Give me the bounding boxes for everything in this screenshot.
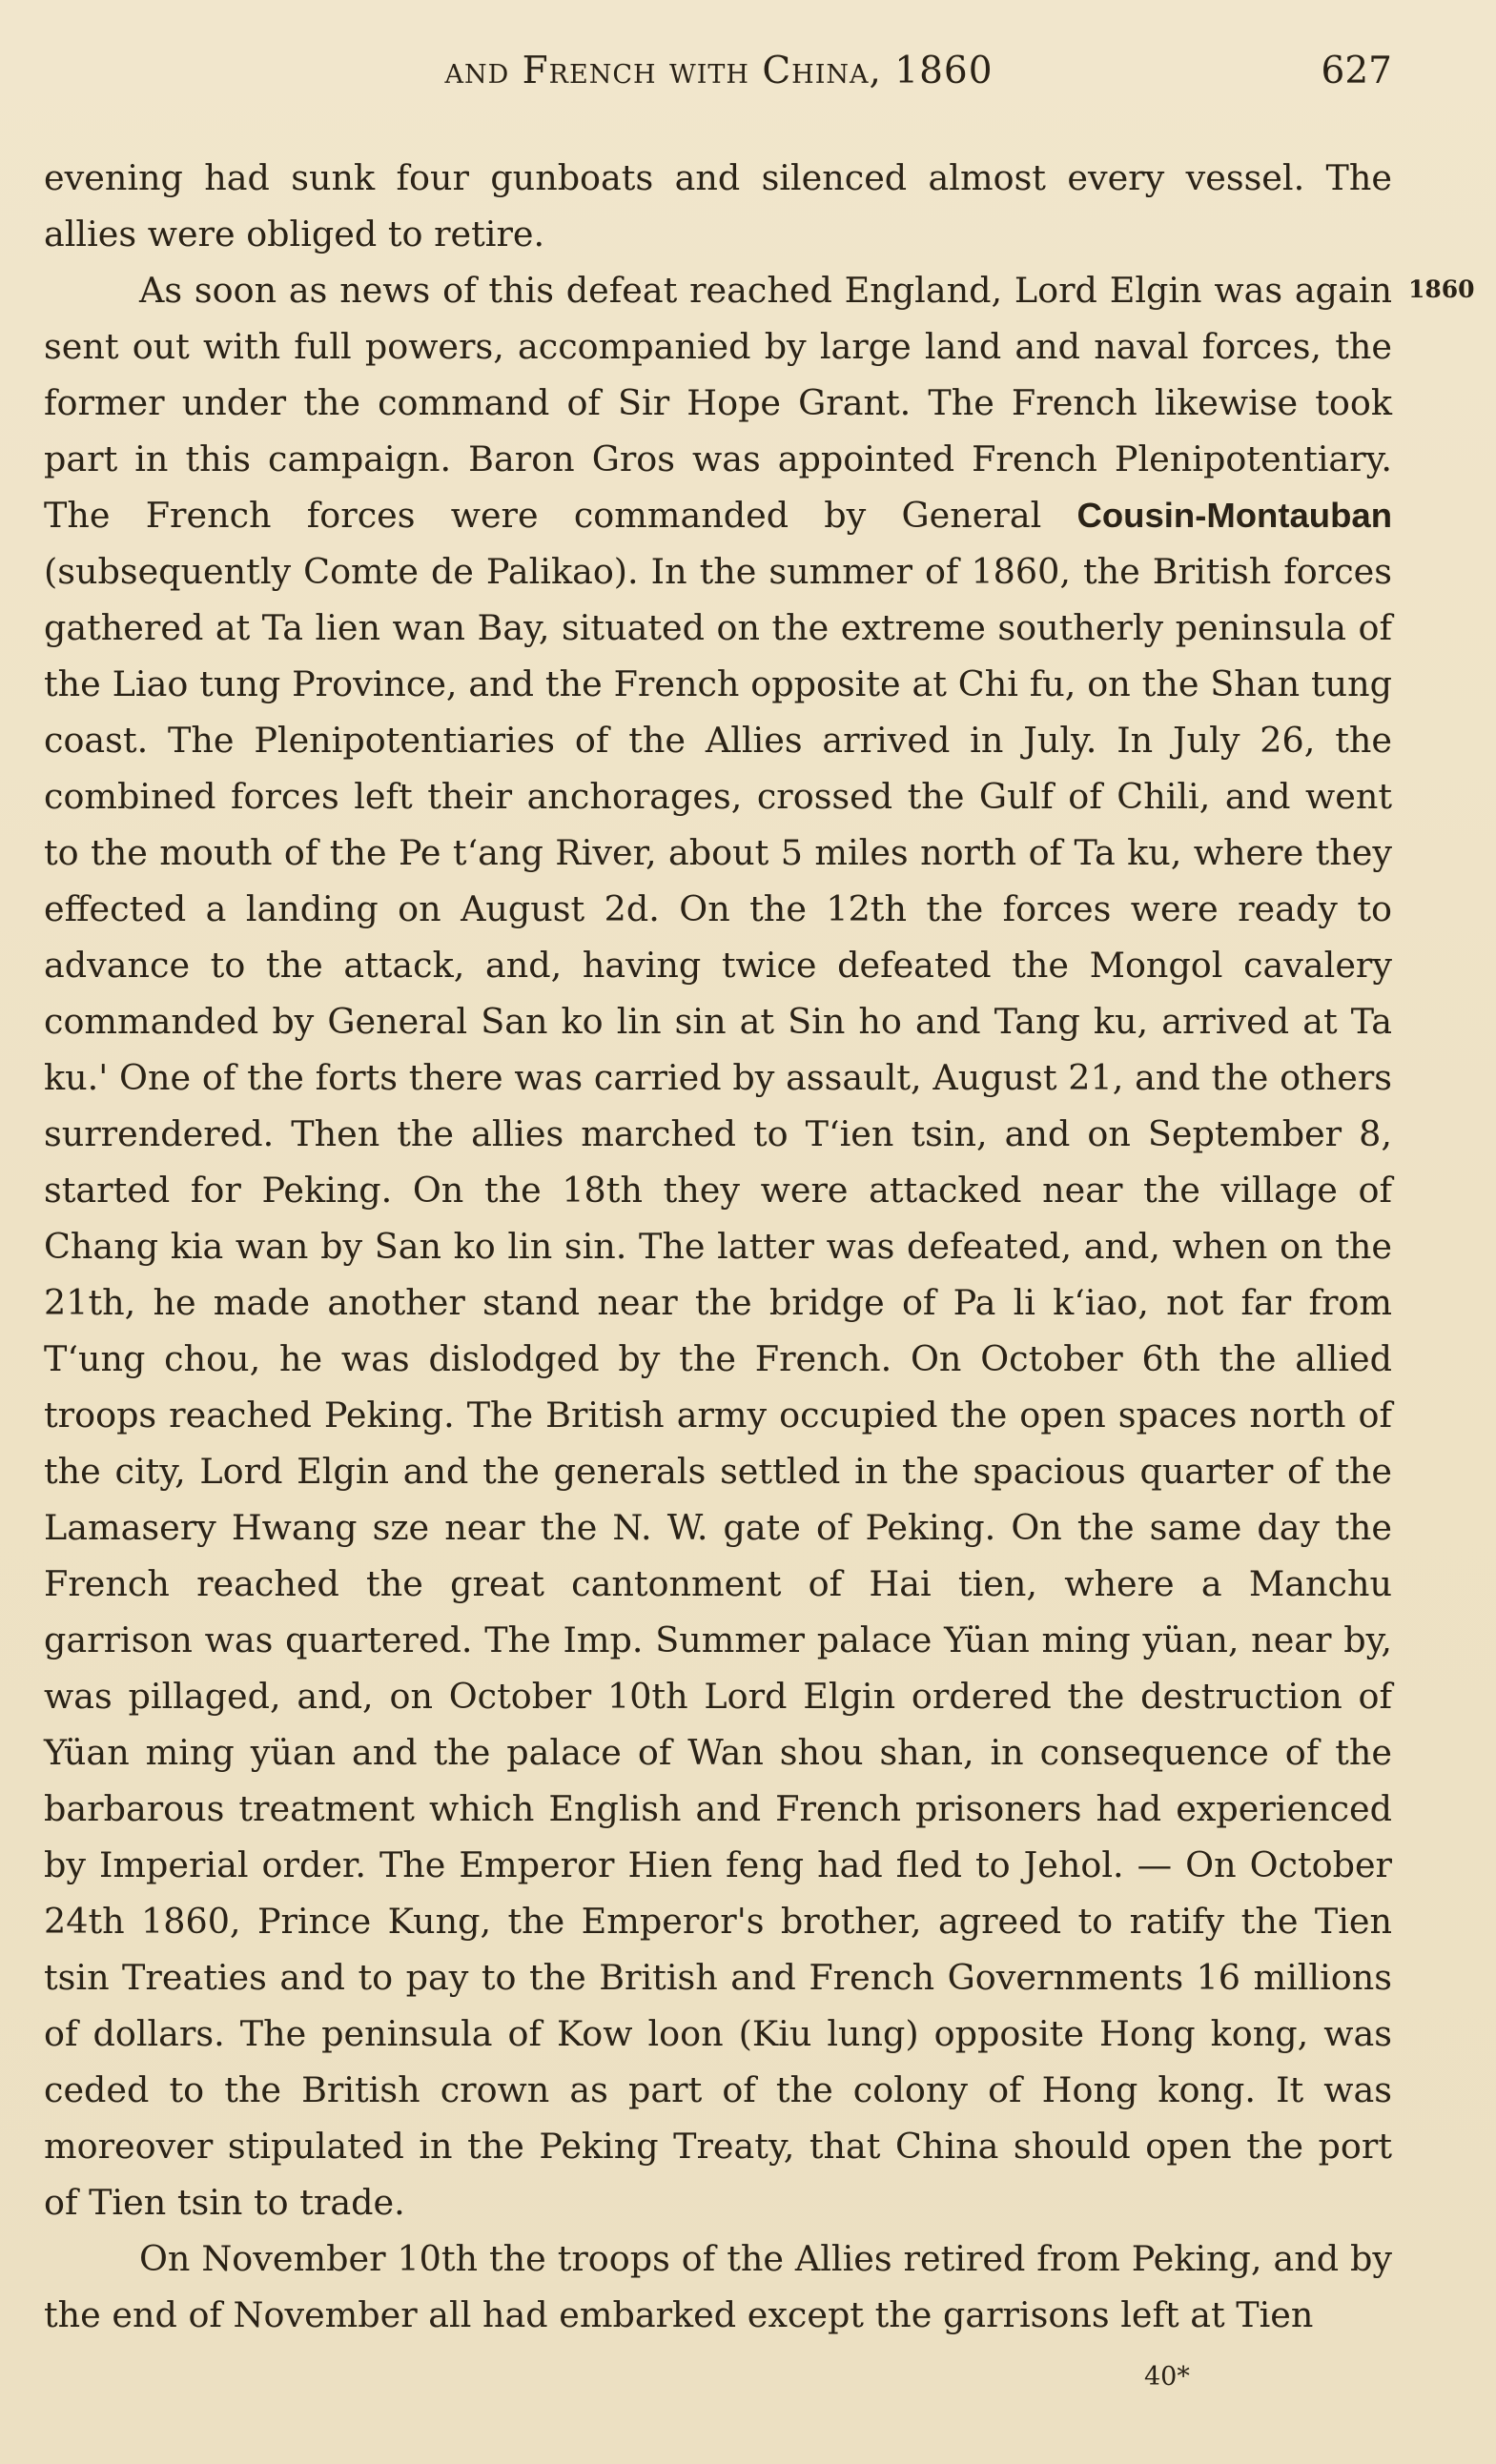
main-text bbox=[44, 150, 1392, 2343]
page-number: 627 bbox=[1321, 50, 1392, 92]
page-header bbox=[46, 50, 1392, 107]
paragraph-2 bbox=[44, 262, 1392, 2230]
signature-mark: 40* bbox=[1144, 2362, 1190, 2392]
paragraph-2-rest: (subsequently Comte de Palikao). In the summer of 1860, the British forces gathered at Ta lien wan Bay, situated on the extreme southerly peninsula of the Liao tung Province, and the French opposite at Chi fu, on the Shan tung coast. The Plenipotentiaries of the Allies arrived in July. In July 26, the combined forces left their anchorages, crossed the Gulf of Chili, and went to the mouth of the Pe tʻang River, about 5 miles north of Ta ku, where they effected a landing on August 2d. On the 12th the forces were ready to advance to the attack, and, having twice defeated the Mongol cavalery commanded by General San ko lin sin at Sin ho and Tang ku, arrived at Ta ku.' One of the forts there was carried by assault, August 21, and the others surrendered. Then the allies marched to Tʻien tsin, and on September 8, started for Peking. On the 18th they were attacked near the village of Chang kia wan by San ko lin sin. The latter was defeated, and, when on the 21th, he made another stand near the bridge of Pa li kʻiao, not far from Tʻung chou, he was dislodged by the French. On October 6th the allied troops reached Peking. The British army occupied the open spaces north of the city, Lord Elgin and the generals settled in the spacious quarter of the Lamasery Hwang sze near the N. W. gate of Peking. On the same day the French reached the great cantonment of Hai tien, where a Manchu garrison was quartered. The Imp. Summer palace Yüan ming yüan, near by, was pillaged, and, on October 10th Lord Elgin ordered the destruction of Yüan ming yüan and the palace of Wan shou shan, in consequence of the barbarous treatment which English and French prisoners had experienced by Imperial order. The Emperor Hien feng had fled to Jehol. — On October 24th 1860, Prince Kung, the Emperor's brother, agreed to ratify the Tien tsin Treaties and to pay to the British and French Governments 16 millions of dollars. The peninsula of Kow loon (Kiu lung) opposite Hong kong, was ceded to the British crown as part of the colony of Hong kong. It was moreover stipulated in the Peking Treaty, that China should open the port of Tien tsin to trade. bbox=[44, 551, 1392, 2223]
paragraph-1: evening had sunk four gunboats and silenced almost every vessel. The allies were obliged to retire. bbox=[44, 157, 1392, 255]
paragraph-2-start: As soon as news of this defeat reached England, Lord Elgin was again sent out with full powers, accompanied by large land and naval forces, the former under the command of Sir Hope Grant. The French likewise took part in this campaign. Baron Gros was appointed French Plenipotentiary. The French forces were commanded by General bbox=[44, 270, 1392, 536]
running-title: and French with China, 1860 bbox=[444, 50, 994, 92]
paragraph-3: On November 10th the troops of the Allies retired from Peking, and by the end of November all had embarked except the garrisons left at Tien bbox=[44, 2238, 1392, 2335]
margin-year-note: 1860 bbox=[1408, 275, 1475, 303]
general-name: Cousin-Montauban bbox=[1076, 496, 1392, 535]
